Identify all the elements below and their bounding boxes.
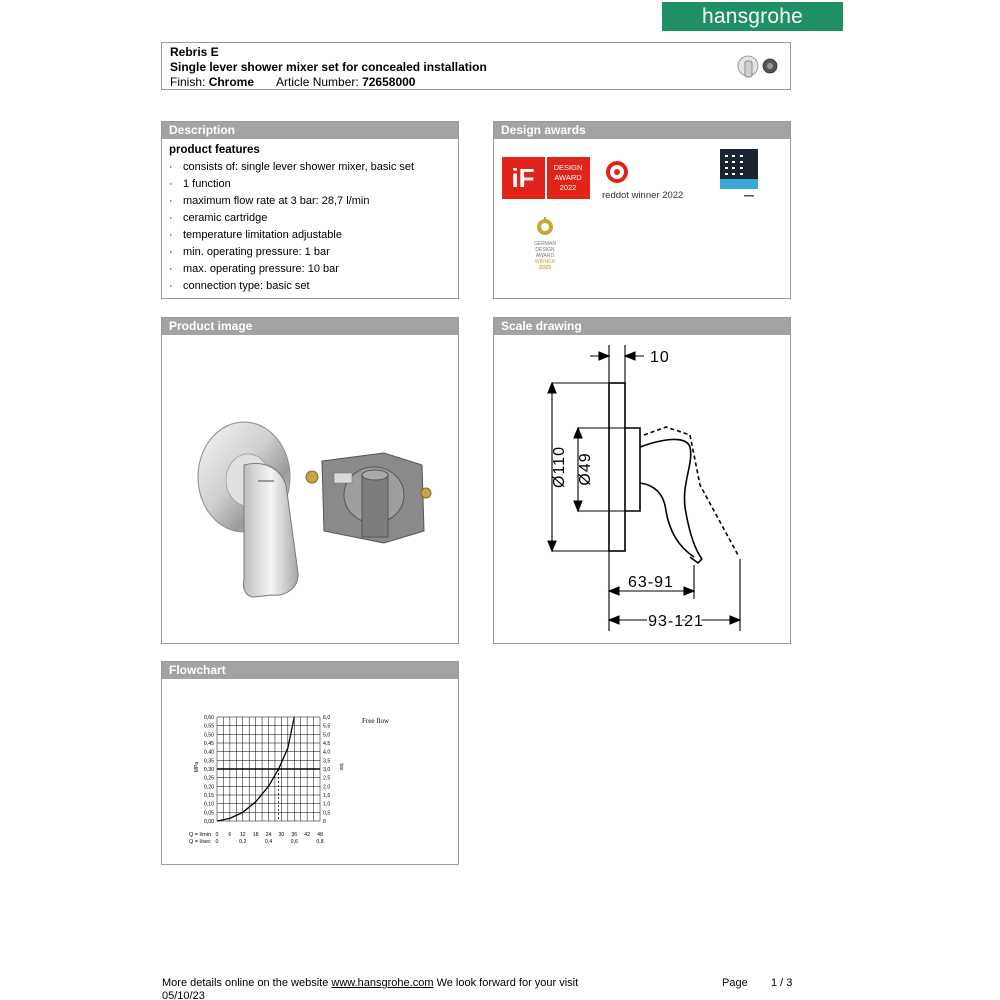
finish-article-line [170, 75, 415, 89]
y-right-tick: 3,5 [323, 758, 331, 765]
y-right-tick: 2,0 [323, 784, 331, 791]
bullet-marker: · [169, 229, 173, 241]
more-details-text: More details online on the website [162, 977, 329, 989]
panel-title: Design awards [494, 122, 790, 139]
y-right-unit: bar [338, 763, 344, 771]
x-lmin-tick: 24 [265, 832, 272, 838]
product-thumbnail-icon [736, 53, 780, 81]
x-row2-label: Q = l/sec [189, 839, 211, 845]
product-description: Single lever shower mixer set for concealed installation [170, 60, 487, 74]
x-row1-label: Q = l/min [189, 832, 212, 838]
y-right-tick: 1,0 [323, 801, 331, 808]
y-right-tick: 4,5 [323, 741, 331, 747]
bullet-marker: · [169, 263, 173, 275]
gda-line5: 2023 [538, 265, 552, 271]
page-number: 1 / 3 [771, 977, 793, 989]
feature-item [169, 262, 414, 279]
page-label: Page [722, 977, 748, 989]
svg-text:iF: iF [511, 163, 535, 193]
product-name: Rebris E [170, 45, 219, 59]
if-design-award-icon [502, 157, 590, 199]
flowchart-panel [161, 661, 459, 865]
chart-legend: Free flow [362, 717, 390, 725]
y-left-tick: 0,40 [203, 749, 214, 756]
y-left-unit: MPa [194, 761, 200, 773]
y-right-tick: 2,5 [323, 775, 331, 782]
feature-item [169, 279, 414, 296]
y-right-tick: 5,0 [323, 732, 331, 739]
y-right-tick: 5,5 [323, 723, 331, 730]
dim-depth1-label: 63-91 [628, 574, 674, 591]
reddot-award [602, 157, 692, 201]
design-awards-panel [493, 121, 791, 299]
bullet-marker: · [169, 212, 173, 224]
y-left-tick: 0,60 [203, 715, 214, 721]
feature-text: consists of: single lever shower mixer, basic set [183, 161, 415, 173]
german-design-award [530, 217, 560, 275]
y-left-tick: 0,50 [203, 732, 214, 739]
y-left-tick: 0,25 [203, 775, 214, 782]
y-right-tick: 6,0 [323, 715, 331, 721]
feature-text: max. operating pressure: 10 bar [183, 263, 339, 275]
feature-text: min. operating pressure: 1 bar [183, 246, 330, 258]
reddot-label: reddot winner 2022 [602, 190, 684, 201]
bullet-marker: · [169, 178, 173, 190]
y-right-tick: 3,0 [323, 767, 331, 773]
article-label: Article Number: [276, 75, 359, 89]
print-date: 05/10/23 [162, 990, 205, 1000]
flow-chart [162, 679, 458, 865]
if-line2: AWARD [554, 173, 582, 182]
look-forward-text: We look forward for your visit [436, 977, 579, 989]
hansgrohe-logo: hansgrohe [662, 2, 843, 31]
y-left-tick: 0,55 [203, 723, 214, 730]
reddot-icon [602, 157, 632, 187]
feature-item [169, 228, 414, 245]
feature-text: connection type: basic set [183, 280, 310, 292]
feature-item [169, 177, 414, 194]
product-photo [162, 335, 458, 643]
gda-line1: GERMAN [534, 241, 556, 247]
footer-text [162, 977, 578, 989]
panel-title: Product image [162, 318, 458, 335]
feature-text: temperature limitation adjustable [183, 229, 342, 241]
feature-item [169, 160, 414, 177]
panel-title: Flowchart [162, 662, 458, 679]
feature-text: maximum flow rate at 3 bar: 28,7 l/min [183, 195, 370, 207]
x-lsec-tick: 0,6 [290, 839, 298, 845]
y-right-tick: 4,0 [323, 749, 331, 756]
finish-value: Chrome [208, 75, 255, 89]
x-lmin-tick: 30 [278, 832, 285, 838]
technical-drawing [494, 335, 790, 643]
x-lmin-tick: 12 [239, 832, 246, 838]
features-list [169, 160, 414, 296]
feature-text: ceramic cartridge [183, 212, 268, 224]
gda-line2: DESIGN [535, 247, 555, 253]
description-panel [161, 121, 459, 299]
bullet-marker: · [169, 195, 173, 207]
product-header [161, 42, 791, 90]
bullet-marker: · [169, 161, 173, 173]
x-lsec-tick: 0,4 [264, 839, 273, 845]
feature-item [169, 194, 414, 211]
german-design-award-icon [530, 217, 560, 275]
dim-inner-label: Ø49 [577, 452, 594, 486]
y-right-tick: 0 [323, 819, 326, 825]
x-lmin-tick: 0 [215, 832, 219, 838]
y-left-tick: 0,30 [203, 767, 214, 773]
if-line3: 2022 [559, 183, 577, 192]
y-left-tick: 0,10 [203, 801, 214, 808]
x-lmin-tick: 6 [228, 832, 232, 838]
basic-set-body [306, 453, 431, 543]
x-lsec-tick: 0 [215, 839, 219, 845]
gda-line4: WINNER [534, 259, 556, 265]
x-lsec-tick: 0,8 [316, 839, 324, 845]
dim-top-label: 10 [650, 349, 670, 366]
x-lsec-tick: 0,2 [239, 839, 247, 845]
y-left-tick: 0,15 [203, 793, 214, 799]
y-right-tick: 0,5 [323, 810, 331, 817]
article-value: 72658000 [362, 75, 416, 89]
dim-depth2-label: 93-121 [648, 613, 704, 630]
website-link[interactable]: www.hansgrohe.com [331, 977, 434, 989]
y-left-tick: 0,20 [203, 784, 214, 791]
y-left-tick: 0,35 [203, 758, 214, 765]
features-title: product features [169, 144, 260, 156]
bullet-marker: · [169, 280, 173, 292]
feature-text: 1 function [183, 178, 231, 190]
x-lmin-tick: 18 [252, 832, 259, 838]
gda-line3: AWARD [535, 253, 555, 259]
x-lmin-tick: 36 [291, 832, 298, 838]
dim-outer-label: Ø110 [551, 446, 568, 488]
product-image-panel [161, 317, 459, 644]
x-lmin-tick: 42 [304, 832, 311, 838]
panel-title: Description [162, 122, 458, 139]
iconic-award-icon [720, 149, 758, 203]
finish-label: Finish: [170, 75, 206, 89]
x-lmin-tick: 48 [317, 832, 323, 838]
y-left-tick: 0,45 [203, 741, 214, 747]
feature-item [169, 211, 414, 228]
y-left-tick: 0,00 [203, 819, 214, 825]
scale-drawing-panel [493, 317, 791, 644]
y-left-tick: 0,05 [203, 810, 214, 817]
if-line1: DESIGN [553, 163, 583, 172]
bullet-marker: · [169, 246, 173, 258]
feature-item [169, 245, 414, 262]
panel-title: Scale drawing [494, 318, 790, 335]
y-right-tick: 1,5 [323, 793, 331, 799]
